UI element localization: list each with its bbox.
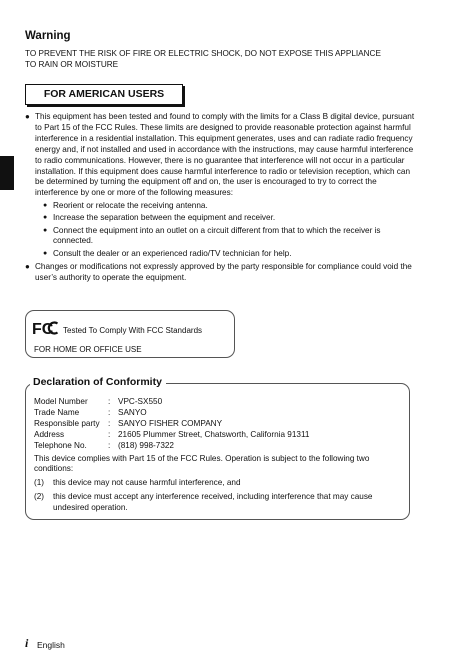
page-number: i — [25, 636, 29, 650]
field-colon: : — [108, 407, 111, 417]
fcc-label-box — [25, 310, 235, 358]
field-colon: : — [108, 440, 111, 450]
bullet-icon: ● — [43, 226, 48, 234]
list-item — [35, 226, 415, 248]
bullet-icon: ● — [43, 249, 48, 257]
field-value: 21605 Plummer Street, Chatsworth, California 91311 — [118, 429, 310, 439]
field-label: Address — [34, 429, 65, 439]
list-item — [35, 213, 415, 224]
condition-item — [34, 492, 404, 514]
declaration-field — [34, 430, 404, 441]
declaration-field — [34, 408, 404, 419]
declaration-content — [34, 397, 404, 514]
field-label: Responsible party — [34, 418, 100, 428]
declaration-field — [34, 397, 404, 408]
fcc-paragraph-1: This equipment has been tested and found to comply with the limits for a Class B digital device, pursuant to Part 15 of the FCC Rules. These limits are designed to provide reasonable protection against harmful interference in a residential installation. This equipment generates, uses and can radiate radio frequency energy and, if not installed and used in accordance with the instructions, may cause harmful interference to radio communications. However, there is no guarantee that interference will not occur in a particular installation. If this equipment does cause harmful interference to radio or television reception, which can be determined by turning the equipment off and on, the user is encouraged to try to correct the interference by one or more of the following measures: — [35, 112, 415, 198]
declaration-title: Declaration of Conformity — [30, 376, 166, 388]
svg-text:FC: FC — [32, 321, 54, 337]
field-value: SANYO FISHER COMPANY — [118, 418, 223, 428]
fcc-logo-icon — [32, 319, 62, 337]
field-colon: : — [108, 418, 111, 428]
bullet-icon: ● — [25, 261, 30, 271]
fcc-tested-text: Tested To Comply With FCC Standards — [63, 326, 203, 335]
field-value: (818) 998-7322 — [118, 440, 174, 450]
declaration-field — [34, 441, 404, 452]
list-item — [35, 201, 415, 212]
fcc-paragraph-2: Changes or modifications not expressly approved by the party responsible for compliance could void the user’s authority to operate the equipment. — [35, 261, 412, 282]
measure-text: Increase the separation between the equipment and receiver. — [53, 213, 276, 223]
warning-title: Warning — [25, 30, 71, 42]
condition-text: this device may not cause harmful interference, and — [53, 478, 241, 488]
fcc-usage-text: FOR HOME OR OFFICE USE — [34, 345, 142, 354]
list-item — [25, 112, 415, 260]
fcc-notice — [25, 112, 415, 284]
condition-number: (1) — [34, 478, 45, 488]
bullet-icon: ● — [25, 112, 30, 121]
field-label: Model Number — [34, 397, 88, 406]
field-value: SANYO — [118, 407, 147, 417]
declaration-statement: This device complies with Part 15 of the FCC Rules. Operation is subject to the following two conditions: — [34, 453, 370, 474]
warning-text: TO PREVENT THE RISK OF FIRE OR ELECTRIC SHOCK, DO NOT EXPOSE THIS APPLIANCE TO RAIN OR MOISTURE — [25, 49, 381, 69]
bullet-icon: ● — [43, 214, 48, 222]
list-item — [25, 262, 415, 284]
measure-text: Consult the dealer or an experienced radio/TV technician for help. — [53, 248, 292, 258]
field-colon: : — [108, 429, 111, 439]
measure-text: Connect the equipment into an outlet on a circuit different from that to which the receiver is connected. — [53, 225, 381, 246]
declaration-field — [34, 419, 404, 430]
measure-text: Reorient or relocate the receiving antenna. — [53, 200, 208, 210]
field-label: Trade Name — [34, 407, 80, 417]
condition-text: this device must accept any interference received, including interference that may cause undesired operation. — [53, 492, 373, 513]
field-value: VPC-SX550 — [118, 397, 163, 406]
footer-language: English — [37, 640, 65, 650]
field-label: Telephone No. — [34, 440, 87, 450]
measures-list — [35, 201, 415, 260]
section-tab-marker — [0, 156, 14, 190]
condition-number: (2) — [34, 492, 45, 502]
section-heading: FOR AMERICAN USERS — [25, 84, 183, 105]
list-item — [35, 249, 415, 260]
condition-item — [34, 478, 404, 489]
bullet-icon: ● — [43, 201, 48, 209]
field-colon: : — [108, 397, 111, 406]
